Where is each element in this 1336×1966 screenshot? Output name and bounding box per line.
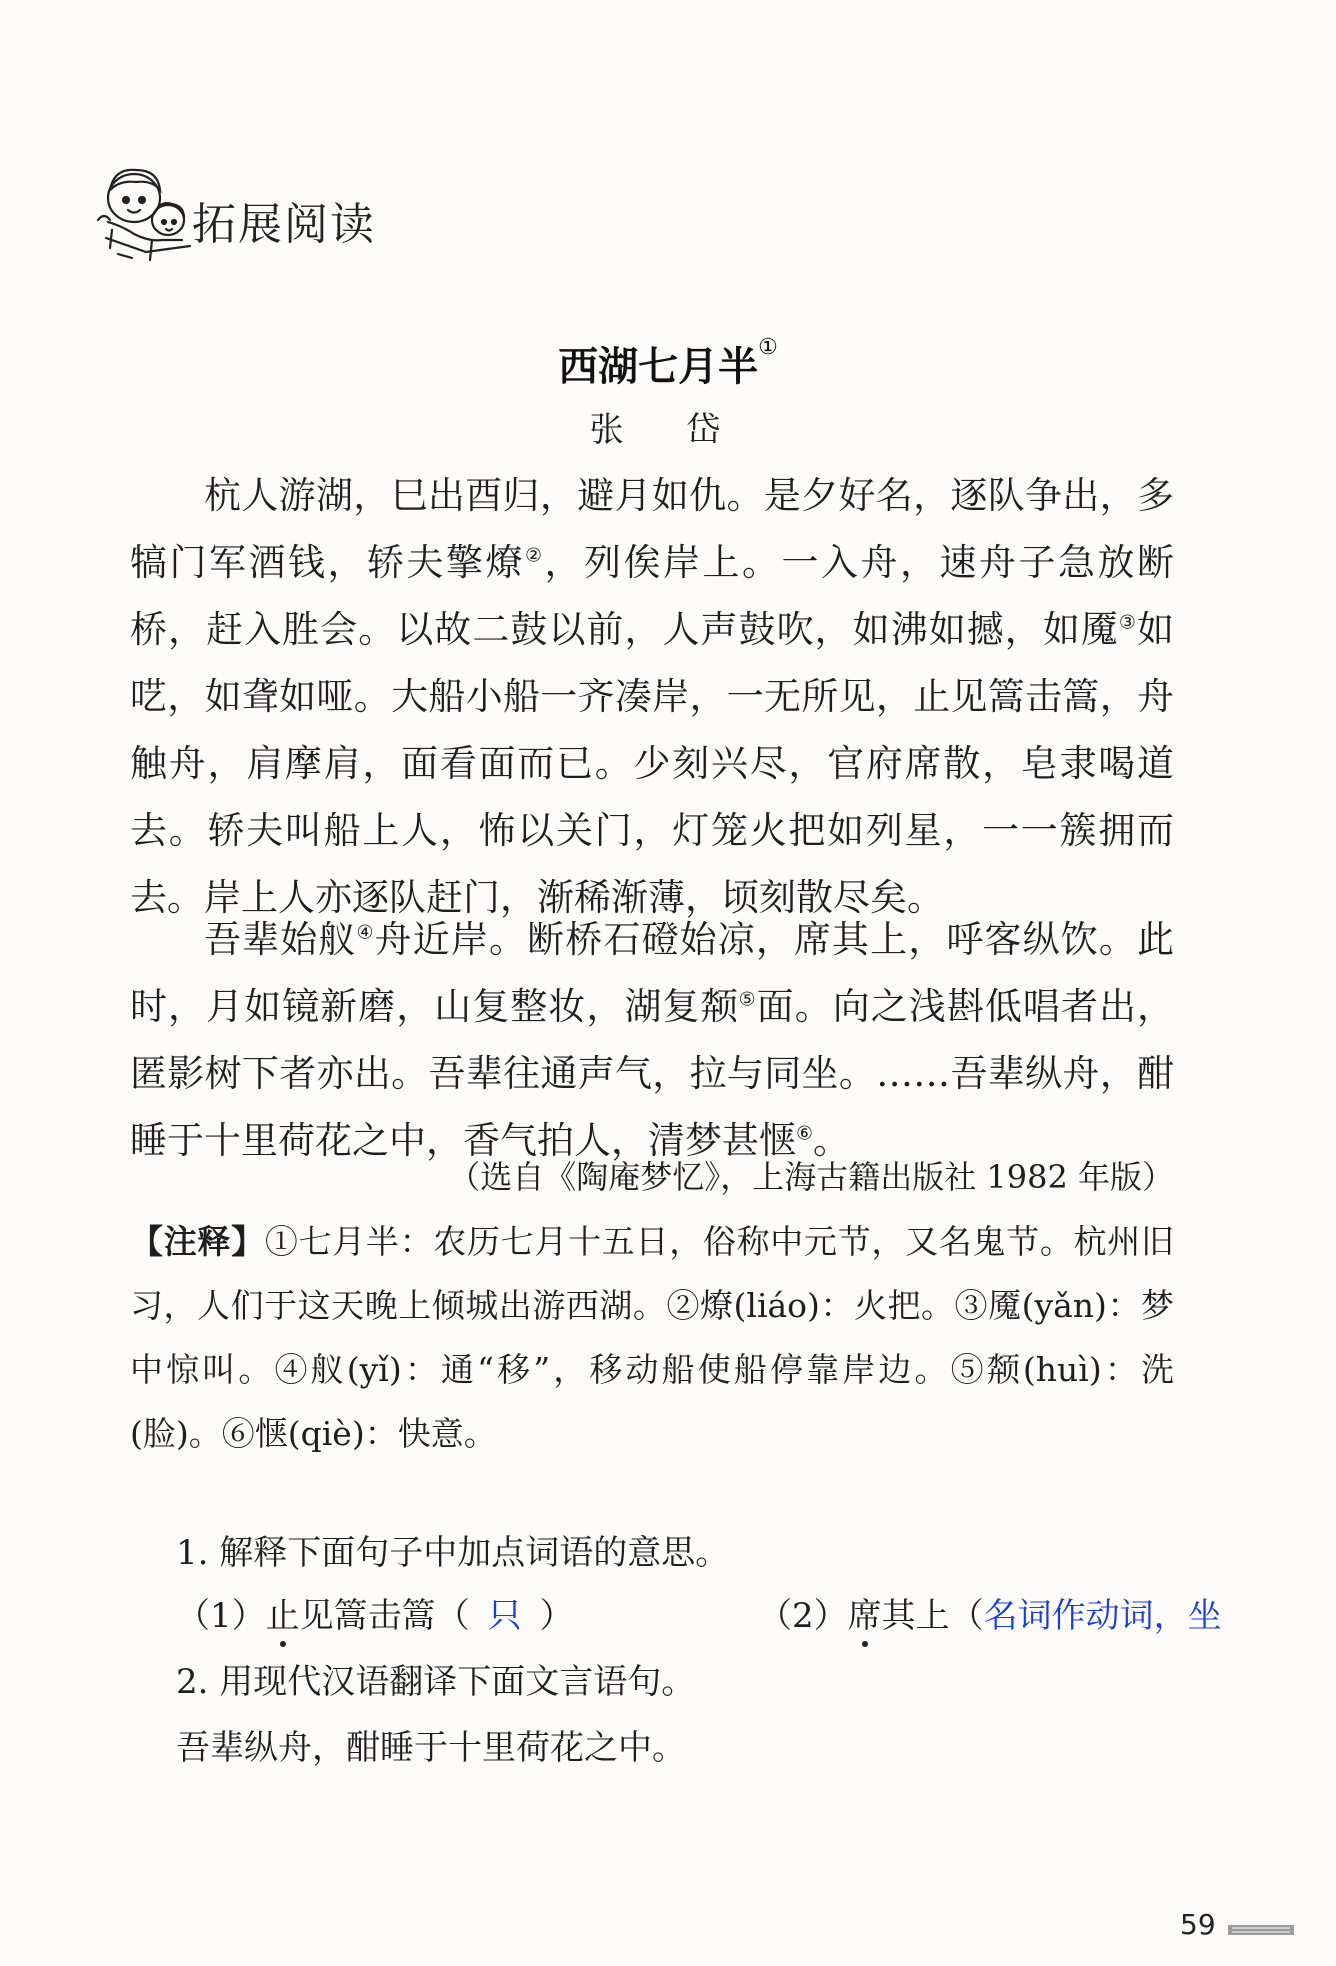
title-footnote-marker: ① [758, 335, 778, 360]
dotted-word: 止 [266, 1588, 300, 1637]
paragraph-text: 杭人游湖，巳出酉归，避月如仇。是夕好名，逐队争出，多犒门军酒钱，轿夫擎燎 [130, 474, 1174, 584]
paragraph-text: 舟近岸。断桥石磴始凉，席其上，呼客纵饮。此时，月如镜新磨，山复整妆，湖复颒 [130, 918, 1175, 1028]
footnote-marker: ⑤ [738, 988, 757, 1011]
item-close: ） [539, 1596, 574, 1636]
footnote-marker: ② [524, 544, 545, 567]
question-1-item-1 [176, 1588, 574, 1637]
question-1-item-2 [758, 1588, 1222, 1637]
item-text: 其上（ [881, 1596, 984, 1636]
paragraph-text: ，列俟岸上。一入舟，速舟子急放断桥，赶入胜会。以故二鼓以前，人声鼓吹，如沸如撼，如魇 [130, 541, 1175, 651]
paragraph-1 [130, 462, 1174, 931]
annotations-text: ①七月半：农历七月十五日，俗称中元节，又名鬼节。杭州旧习，人们于这天晚上倾城出游西湖。②燎(liáo)：火把。③魇(yǎn)：梦中惊叫。④舣(yǐ)：通“移”，移动船使船停靠岸边。⑤颒(huì)：洗(脸)。⑥惬(qiè)：快意。 [130, 1222, 1175, 1453]
paragraph-text: 吾辈始舣 [204, 918, 357, 961]
paragraph-text: 面。向之浅斟低唱者出，匿影树下者亦出。吾辈往通声气，拉与同坐。……吾辈纵舟，酣睡于十里荷花之中，香气拍人，清梦甚惬 [130, 985, 1175, 1162]
paragraph-text: 如呓，如聋如哑。大船小船一齐凑岸，一无所见，止见篙击篙，舟触舟，肩摩肩，面看面而已。少刻兴尽，官府席散，皂隶喝道去。轿夫叫船上人，怖以关门，灯笼火把如列星，一一簇拥而去。岸上人亦逐队赶门，渐稀渐薄，顷刻散尽矣。 [130, 608, 1174, 919]
item-text: 见篙击篙（ [299, 1596, 470, 1636]
handwritten-answer: 只 [487, 1596, 522, 1636]
question-2: 2. 用现代汉语翻译下面文言语句。 [176, 1662, 696, 1702]
footnote-marker: ③ [1118, 611, 1137, 634]
dotted-word: 席 [848, 1588, 882, 1637]
item-number: （2） [758, 1596, 848, 1636]
children-reading-icon [92, 160, 197, 270]
question-1: 1. 解释下面句子中加点词语的意思。 [176, 1533, 730, 1573]
article-author: 张 岱 [589, 410, 747, 450]
item-number: （1） [176, 1596, 266, 1636]
paragraph-text: 。 [813, 1119, 851, 1162]
paragraph-2 [130, 906, 1174, 1174]
annotations-label: 【注释】 [130, 1222, 265, 1261]
section-title: 拓展阅读 [192, 199, 376, 250]
handwritten-answer: 名词作动词，坐 [983, 1596, 1222, 1636]
article-title [0, 335, 1336, 392]
source-citation: （选自《陶庵梦忆》，上海古籍出版社 1982 年版） [448, 1158, 1174, 1196]
article-title-text: 西湖七月半 [558, 343, 759, 390]
footnote-marker: ④ [356, 921, 375, 944]
annotations [130, 1210, 1174, 1466]
footer-decoration [1228, 1925, 1294, 1935]
question-2-sentence: 吾辈纵舟，酣睡于十里荷花之中。 [176, 1728, 686, 1768]
page-number: 59 [1180, 1908, 1216, 1941]
footnote-marker: ⑥ [796, 1122, 814, 1145]
